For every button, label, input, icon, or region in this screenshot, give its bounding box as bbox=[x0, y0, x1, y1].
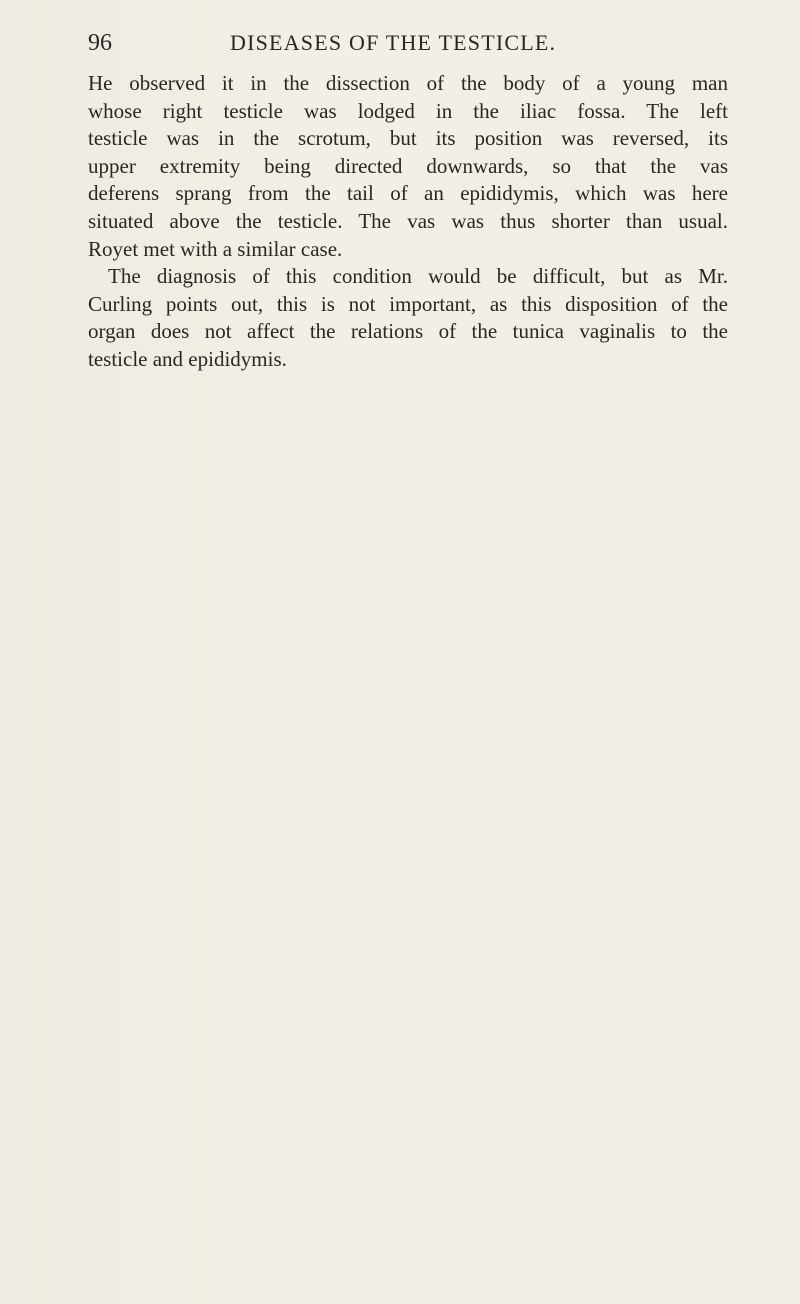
body-text bbox=[88, 70, 728, 374]
text-line: Curling points out, this is not important, as this disposition of the bbox=[88, 291, 728, 316]
header-title: DISEASES OF THE TESTICLE. bbox=[230, 30, 557, 55]
text-line: organ does not affect the relations of the tunica vaginalis to the bbox=[88, 319, 728, 344]
text-line: deferens sprang from the tail of an epididymis, which was here bbox=[88, 181, 728, 206]
text-line: He observed it in the dissection of the body of a young man bbox=[88, 71, 728, 95]
text-line: The diagnosis of this condition would be difficult, but as Mr. bbox=[108, 264, 728, 289]
text-line: whose right testicle was lodged in the iliac fossa. The left bbox=[88, 98, 728, 123]
text-line: testicle was in the scrotum, but its position was reversed, its bbox=[88, 126, 728, 151]
text-line: Royet met with a similar case. bbox=[88, 236, 343, 261]
text-line: upper extremity being directed downwards, so that the vas bbox=[88, 153, 728, 178]
text-line: situated above the testicle. The vas was thus shorter than usual. bbox=[88, 208, 728, 233]
text-line: testicle and epididymis. bbox=[88, 346, 287, 371]
running-head bbox=[88, 30, 728, 60]
paragraph-1 bbox=[88, 70, 728, 263]
paragraph-2 bbox=[88, 263, 728, 373]
page-number: 96 bbox=[88, 30, 112, 56]
